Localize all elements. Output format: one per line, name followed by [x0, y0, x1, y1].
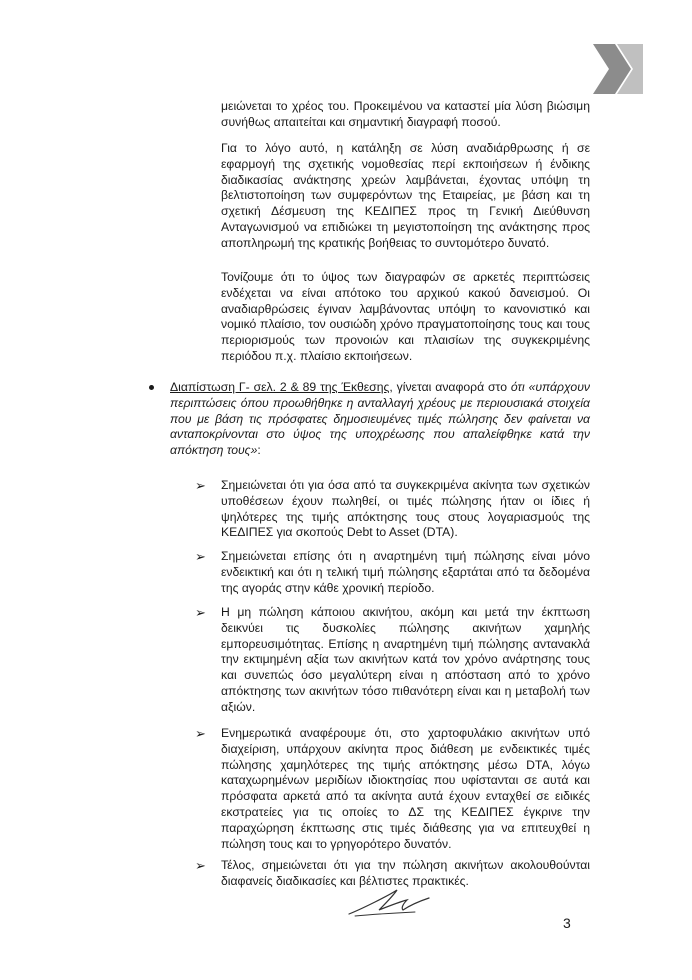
arrow-bullet-icon: ➢	[195, 478, 206, 493]
sub-point-5: Τέλος, σημειώνεται ότι για την πώληση ακινήτων ακολουθούνται διαφανείς διαδικασίες και βέλτιστες πρακτικές.	[221, 858, 590, 888]
finding-end: :	[257, 443, 261, 458]
sub-point-3: Η μη πώληση κάποιου ακινήτου, ακόμη και μετά την έκπτωση δεικνύει τις δυσκολίες πώλησης ακινήτων χαμηλής εμπορευσιμότητας. Επίσης η αναρτημένη τιμή πώλησης αντανακλά την εκτιμημένη αξία των ακινήτων κατά τον χρόνο ανάρτησης τους και συνεπώς όσο μεγαλύτερη είναι η απόσταση από το χρόνο απόκτησης των ακινήτων τόσο πιθανότερη είναι και η μεταβολή των αξιών.	[221, 605, 590, 714]
paragraph-3: Τονίζουμε ότι το ύψος των διαγραφών σε αρκετές περιπτώσεις ενδέχεται να είναι απότοκο του αρχικού κακού δανεισμού. Οι αναδιαρθρώσεις έγιναν λαμβάνοντας υπόψη το κανονιστικό και νομικό πλαίσιο, τον ουσιώδη χρόνο πραγματοποίησης τους και τους περιορισμούς των προνοιών και πλαισίων της συγκεκριμένης περιόδου π.χ. πλαίσιο εκποιήσεων.	[221, 270, 590, 363]
paragraph-1: μειώνεται το χρέος του. Προκειμένου να καταστεί μία λύση βιώσιμη συνήθως απαιτείται και σημαντική διαγραφή ποσού.	[221, 99, 590, 129]
bullet-finding	[170, 380, 590, 459]
finding-quote: ότι «υπάρχουν περιπτώσεις όπου προωθήθηκε η ανταλλαγή χρέους με περιουσιακά στοιχεία που με βάση τις πρόσφατες δημοσιευμένες τιμές πώλησης δεν φαίνεται να ανταποκρίνονται στο ύψος της υποχρέωσης που απαλείφθηκε κατά την απόκτηση τους»	[170, 380, 590, 458]
sub-point-2: Σημειώνεται επίσης ότι η αναρτημένη τιμή πώλησης είναι μόνο ενδεικτική και ότι η τελική τιμή πώλησης εξαρτάται από τα δεδομένα της αγοράς στην κάθε χρονική περίοδο.	[221, 549, 590, 595]
arrow-bullet-icon: ➢	[195, 726, 206, 741]
chevron-logo-icon	[593, 44, 643, 94]
signature-mark	[345, 884, 435, 920]
sub-point-4: Ενημερωτικά αναφέρουμε ότι, στο χαρτοφυλάκιο ακινήτων υπό διαχείριση, υπάρχουν ακίνητα προς διάθεση με ενδεικτικές τιμές πώλησης χαμηλότερες της τιμής απόκτησης μέσω DTA, λόγω καταχωρημένων μεριδίων ιδιοκτησίας που υφίστανται σε αυτά και πρόσφατα αρκετά από τα ακίνητα αυτά έχουν ενταχθεί σε ειδικές εκστρατείες για τις οποίες το ΔΣ της ΚΕΔΙΠΕΣ έγκρινε την παραχώρηση έκπτωσης στις τιμές διάθεσης για να επιτευχθεί η πώληση τους και το γρηγορότερο δυνατόν.	[221, 726, 590, 851]
bullet-dot	[149, 385, 154, 390]
arrow-bullet-icon: ➢	[195, 605, 206, 620]
sub-point-1: Σημειώνεται ότι για όσα από τα συγκεκριμένα ακίνητα των σχετικών υποθέσεων έχουν πωληθεί, οι τιμές πώλησης ήταν οι ίδιες ή ψηλότερες της τιμής απόκτησης τους στους λογαριασμούς της ΚΕΔΙΠΕΣ για σκοπούς Debt to Asset (DTA).	[221, 478, 590, 540]
arrow-bullet-icon: ➢	[195, 549, 206, 564]
arrow-bullet-icon: ➢	[195, 858, 206, 873]
page-number: 3	[563, 915, 571, 931]
finding-middle: , γίνεται αναφορά στο	[389, 380, 511, 394]
finding-reference: Διαπίστωση Γ- σελ. 2 & 89 της Έκθεσης	[170, 380, 390, 394]
paragraph-2: Για το λόγο αυτό, η κατάληξη σε λύση αναδιάρθρωσης ή σε εφαρμογή της σχετικής νομοθεσίας περί εκποιήσεων ή ένδικης διαδικασίας ανάκτησης χρεών λαμβάνεται, έχοντας υπόψη τη βελτιστοποίηση των συμφερόντων της Εταιρείας, με βάση και τη σχετική Δέσμευση της ΚΕΔΙΠΕΣ προς τη Γενική Διεύθυνση Ανταγωνισμού να επιδιώκει τη μεγιστοποίηση της ανάκτησης προς αποπληρωμή της κρατικής βοήθειας το συντομότερο δυνατό.	[221, 141, 590, 250]
